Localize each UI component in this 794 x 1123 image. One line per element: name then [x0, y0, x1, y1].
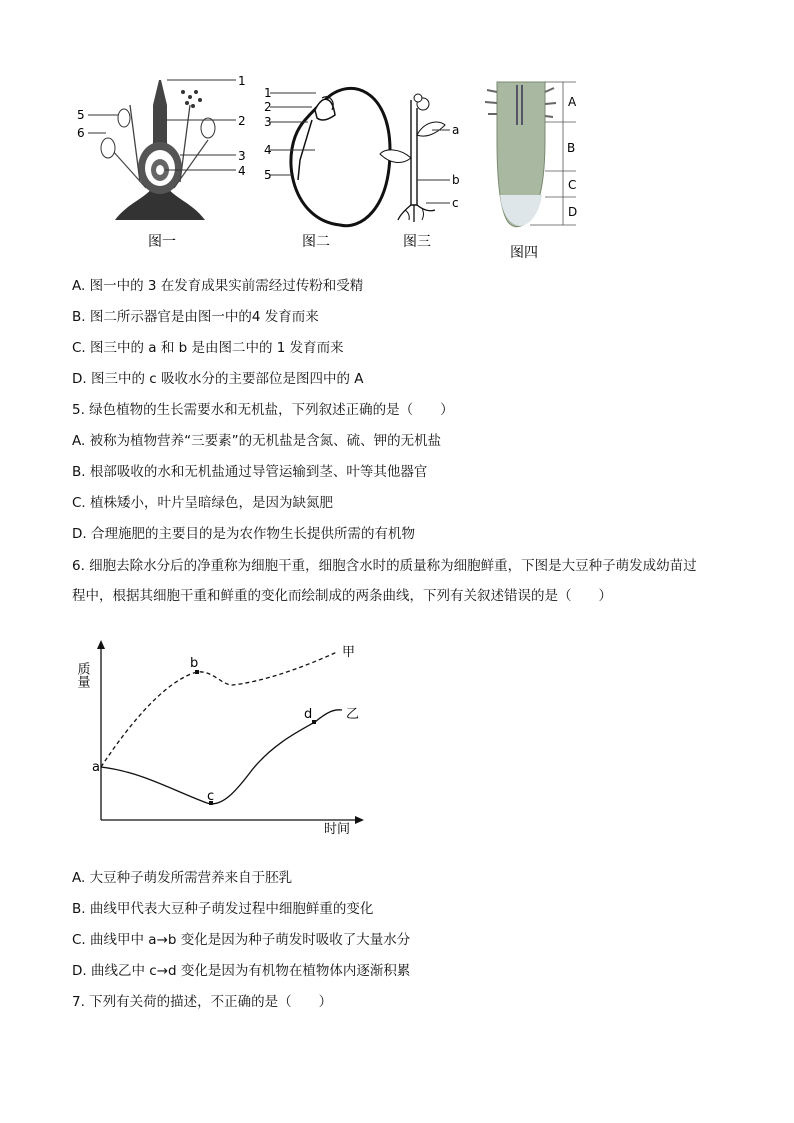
q6-stem-line2: 程中，根据其细胞干重和鲜重的变化而绘制成的两条曲线，下列有关叙述错误的是（ ）: [72, 588, 612, 604]
series-label-jia: 甲: [342, 645, 356, 660]
q5-option-c: C. 植株矮小，叶片呈暗绿色，是因为缺氮肥: [72, 495, 334, 511]
q6-stem-line1: 6. 细胞去除水分后的净重称为细胞干重，细胞含水时的质量称为细胞鲜重，下图是大豆种子萌发成幼苗过: [72, 558, 697, 574]
figure-1-flower: [77, 74, 246, 250]
fig1-label-1: 1: [238, 74, 246, 88]
curve-yi: [101, 710, 342, 804]
point-d-label: d: [304, 707, 313, 722]
q4-option-b: B. 图二所示器官是由图一中的4 发育而来: [72, 309, 319, 325]
fig1-label-6: 6: [77, 126, 85, 140]
fig2-label-4: 4: [264, 143, 272, 157]
q6-option-a: A. 大豆种子萌发所需营养来自于胚乳: [72, 870, 293, 886]
point-a-label: a: [92, 760, 100, 775]
point-c-label: c: [207, 789, 215, 804]
y-axis-label-1: 质量: [74, 662, 90, 688]
q7-stem: 7. 下列有关荷的描述，不正确的是（ ）: [72, 994, 333, 1010]
figures-row: [60, 70, 760, 270]
figure-3-seedling: [380, 94, 460, 250]
fig1-caption: 图一: [148, 234, 176, 250]
fig2-label-1: 1: [264, 86, 272, 100]
figure-4-root-tip: [485, 82, 577, 261]
fig2-caption: 图二: [302, 234, 330, 250]
q5-option-d: D. 合理施肥的主要目的是为农作物生长提供所需的有机物: [72, 526, 415, 542]
fig4-label-B: B: [567, 141, 576, 155]
fig4-label-C: C: [568, 178, 577, 192]
fig1-label-4: 4: [238, 164, 246, 178]
q4-option-d: D. 图三中的 c 吸收水分的主要部位是图四中的 A: [72, 371, 364, 387]
q5-option-b: B. 根部吸收的水和无机盐通过导管运输到茎、叶等其他器官: [72, 464, 428, 480]
fig1-label-3: 3: [238, 149, 246, 163]
x-axis-label: 时间: [324, 822, 351, 837]
fig3-label-c: c: [452, 196, 459, 210]
point-b-label: b: [190, 656, 199, 671]
fig3-label-a: a: [452, 123, 460, 137]
fig4-caption: 图四: [510, 245, 538, 261]
fig2-label-5: 5: [264, 168, 272, 182]
q6-option-b: B. 曲线甲代表大豆种子萌发过程中细胞鲜重的变化: [72, 901, 374, 917]
fig2-label-2: 2: [264, 100, 272, 114]
point-d-marker: [312, 720, 316, 724]
fig4-label-A: A: [568, 95, 577, 109]
q6-option-d: D. 曲线乙中 c→d 变化是因为有机物在植物体内逐渐积累: [72, 963, 411, 979]
fig1-label-2: 2: [238, 114, 246, 128]
fig4-label-D: D: [568, 205, 578, 219]
fig3-caption: 图三: [403, 234, 431, 250]
fig2-label-3: 3: [264, 115, 272, 129]
q6-mass-time-graph: [72, 640, 372, 840]
figure-2-seed: [264, 86, 390, 250]
q6-option-c: C. 曲线甲中 a→b 变化是因为种子萌发时吸收了大量水分: [72, 932, 411, 948]
q4-option-a: A. 图一中的 3 在发育成果实前需经过传粉和受精: [72, 278, 364, 294]
q5-option-a: A. 被称为植物营养“三要素”的无机盐是含氮、硫、钾的无机盐: [72, 433, 442, 449]
curve-jia: [101, 652, 337, 767]
q5-stem: 5. 绿色植物的生长需要水和无机盐，下列叙述正确的是（ ）: [72, 402, 454, 418]
q4-option-c: C. 图三中的 a 和 b 是由图二中的 1 发育而来: [72, 340, 344, 356]
fig1-label-5: 5: [77, 108, 85, 122]
series-label-yi: 乙: [346, 707, 360, 722]
fig3-label-b: b: [452, 173, 460, 187]
